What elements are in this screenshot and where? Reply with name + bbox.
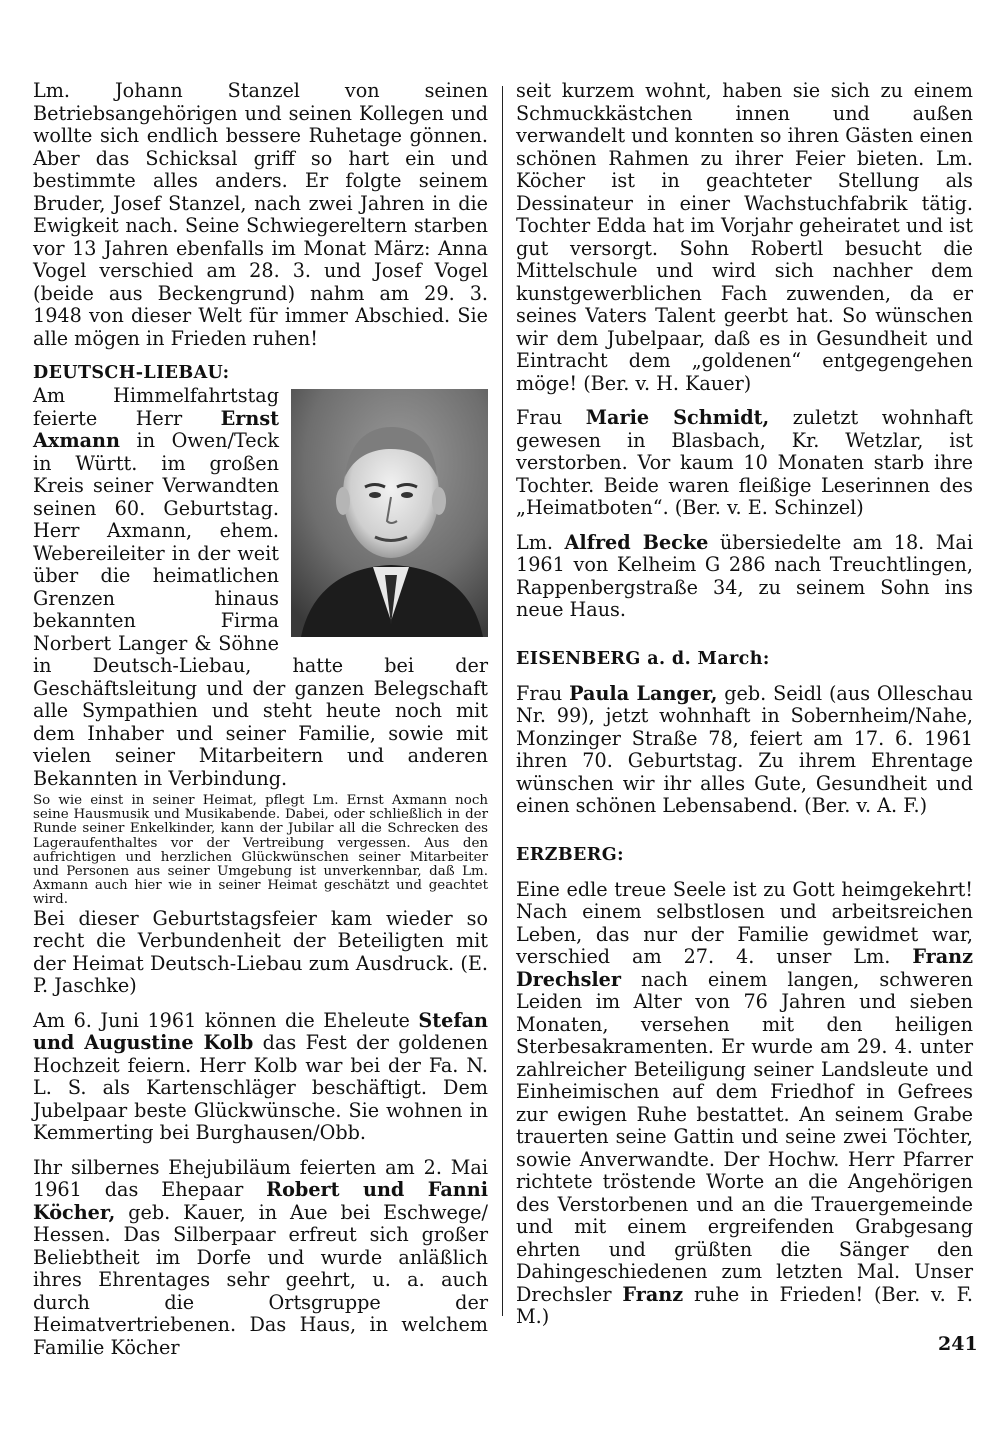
axmann-closing-paragraph: Bei dieser Geburtstagsfeier kam wieder so recht die Verbundenheit der Beteiligten mit der Heimat Deutsch-Liebau zum Ausdruck. (E. P. Jaschke) — [33, 906, 488, 998]
person-name-ernst-axmann: Ernst Axmann — [33, 406, 279, 452]
kolb-golden-wedding-paragraph — [33, 1010, 488, 1145]
person-name-alfred-becke: Alfred Becke — [564, 530, 709, 554]
text-run: zuletzt wohnhaft gewesen in Blasbach, Kr. Wetzlar, ist verstorben. Vor kaum 10 Monaten starb ihre Tochter. Beide waren fleißige Leserinnen des „Heimatboten“. (Ber. v. E. Schinzel) — [516, 406, 973, 519]
section-heading-eisenberg: EISENBERG a. d. March: — [516, 648, 770, 669]
person-name-robert-fanni-koecher: Robert und Fanni Köcher, — [33, 1178, 488, 1224]
text-run: geb. Kauer, in Aue bei Eschwege/ Hessen. Das Silberpaar erfreut sich großer Beliebtheit im Dorfe und wurde anläßlich ihres Ehrentages sehr geehrt, u. a. auch durch die Ortsgruppe der Heimatvertriebenen. Das Haus, in welchem Familie Köcher — [33, 1200, 488, 1359]
text-run: Frau — [516, 681, 570, 705]
text-run: nach einem langen, schweren Leiden im Alter von 76 Jahren und sieben Monaten, versehen mit den heiligen Sterbesakramenten. Er wurde am 29. 4. unter zahlreicher Beteiligung seiner Landsleute und Einheimischen auf dem Friedhof in Gefrees zur ewigen Ruhe bestattet. An seinem Grabe trauerten seine Gattin und seine zwei Töchter, sowie Anverwandte. Der Hochw. Herr Pfarrer richtete tröstende Worte an die Angehörigen des Verstorbenen und an die Trauergemeinde und mit einem ergreifenden Grabgesang ehrten und grüßten die Sänger den Dahingeschiedenen zum letzten Mal. Unser Drechsler — [516, 967, 973, 1306]
section-heading-erzberg: ERZBERG: — [516, 844, 624, 865]
drechsler-obituary-paragraph — [516, 879, 973, 1329]
person-name-franz-drechsler: Franz Drechsler — [516, 945, 973, 991]
text-run: Eine edle treue Seele ist zu Gott heimgekehrt! Nach einem selbstlosen und arbeitsreichen Leben, das nur der Familie gewidmet war, verschied am 27. 4. unser Lm. — [516, 877, 973, 968]
portrait-photo-ernst-axmann — [291, 389, 488, 637]
text-run: Ihr silbernes Ehejubiläum feierten am 2. Mai 1961 das Ehepaar — [33, 1155, 488, 1202]
section-heading-deutsch-liebau: DEUTSCH-LIEBAU: — [33, 363, 230, 383]
page-number: 241 — [938, 1333, 978, 1355]
text-run: Am 6. Juni 1961 können die Eheleute — [33, 1008, 419, 1032]
text-run: das Fest der goldenen Hochzeit feiern. Herr Kolb war bei der Fa. N. L. S. als Kartenschläger beschäftigt. Dem Jubelpaar beste Glückwünsche. Sie wohnen in Kemmerting bei Burghausen/Obb. — [33, 1031, 488, 1145]
column-divider — [502, 86, 503, 1316]
koecher-continued-paragraph: seit kurzem wohnt, haben sie sich zu einem Schmuckkästchen innen und außen verwandelt und konnten so ihren Gästen einen schönen Rahmen zu ihrer Feier bieten. Lm. Köcher ist in geachteter Stellung als Dessinateur in einer Wachstuchfabrik tätig. Tochter Edda hat im Vorjahr geheiratet und ist gut versorgt. Sohn Robertl besucht die Mittelschule und wird sich nachher dem kunstgewerblichen Fach zuwenden, da er seines Vaters Talent geerbt hat. So wünschen wir dem Jubelpaar, daß es in Gesundheit und Eintracht dem „goldenen“ entgegengehen möge! (Ber. v. H. Kauer) — [516, 79, 973, 395]
schmidt-obituary-paragraph — [516, 407, 973, 520]
koecher-silver-wedding-paragraph — [33, 1157, 488, 1360]
text-run: in Owen/Teck in Württ. im großen Kreis seiner Verwandten seinen 60. Geburtstag. Herr Axmann, ehem. Webereileiter in der weit über die heimatlichen Grenzen hinaus bekannten Firma Norbert Langer & Söhne in Deutsch-Liebau, hatte bei der Geschäftsleitung und der ganzen Belegschaft alle Sympathien und steht heute noch mit dem Inhaber und seiner Familie, sowie mit vielen seiner Mitarbeitern und anderen Bekannten in Verbindung. — [33, 429, 488, 790]
text-run: Frau — [516, 406, 586, 429]
left-column — [33, 80, 488, 1359]
axmann-birthday-paragraph — [33, 385, 488, 790]
right-column — [516, 80, 973, 1329]
becke-relocation-paragraph — [516, 532, 973, 622]
stanzel-obituary-paragraph: Lm. Johann Stanzel von seinen Betriebsangehörigen und seinen Kollegen und wollte sich endlich bessere Ruhetage gönnen. Aber das Schicksal griff so hart ein und bestimmte alles anders. Er folgte seinem Bruder, Josef Stanzel, nach zwei Jahren in die Ewigkeit nach. Seine Schwiegereltern starben vor 13 Jahren ebenfalls im Monat März: Anna Vogel verschied am 28. 3. und Josef Vogel (beide aus Beckengrund) nahm am 29. 3. 1948 von dieser Welt für immer Abschied. Sie alle mögen in Frieden ruhen! — [33, 79, 488, 350]
portrait-photo — [291, 389, 488, 637]
text-run: ruhe in Frieden! (Ber. v. F. M.) — [516, 1282, 974, 1328]
person-name-stefan-augustine-kolb: Stefan und Augustine Kolb — [33, 1008, 488, 1055]
person-name-marie-schmidt: Marie Schmidt, — [585, 406, 770, 429]
text-run: übersiedelte am 18. Mai 1961 von Kelheim G 286 nach Treuchtlingen, Rappenbergstraße 34, zu seinem Sohn ins neue Haus. — [516, 530, 973, 621]
axmann-small-print-paragraph: So wie einst in seiner Heimat, pflegt Lm. Ernst Axmann noch seine Hausmusik und Musikabende. Dabei, oder schließlich in der Runde seiner Enkelkinder, kann der Jubilar all die Schrecken des Lageraufenthaltes vor der Vertreibung vergessen. Aus den aufrichtigen und herzlichen Glückwünschen seiner Mitarbeiter und Personen aus seiner Umgebung ist unverkennbar, daß Lm. Axmann auch hier wie in seiner Heimat geschätzt und geachtet wird. — [33, 793, 488, 908]
person-name-franz: Franz — [622, 1282, 684, 1306]
person-name-paula-langer: Paula Langer, — [569, 681, 718, 705]
text-run: Lm. — [516, 530, 565, 554]
text-run: Am Himmelfahrtstag feierte Herr — [33, 384, 279, 430]
text-run: geb. Seidl (aus Olleschau Nr. 99), jetzt wohnhaft in Sobernheim/Nahe, Monzinger Straße 78, feiert am 17. 6. 1961 ihren 70. Geburtstag. Zu ihrem Ehrentage wünschen wir ihr alles Gute, Gesundheit und einen schönen Lebensabend. (Ber. v. A. F.) — [516, 681, 973, 817]
langer-birthday-paragraph — [516, 683, 973, 818]
